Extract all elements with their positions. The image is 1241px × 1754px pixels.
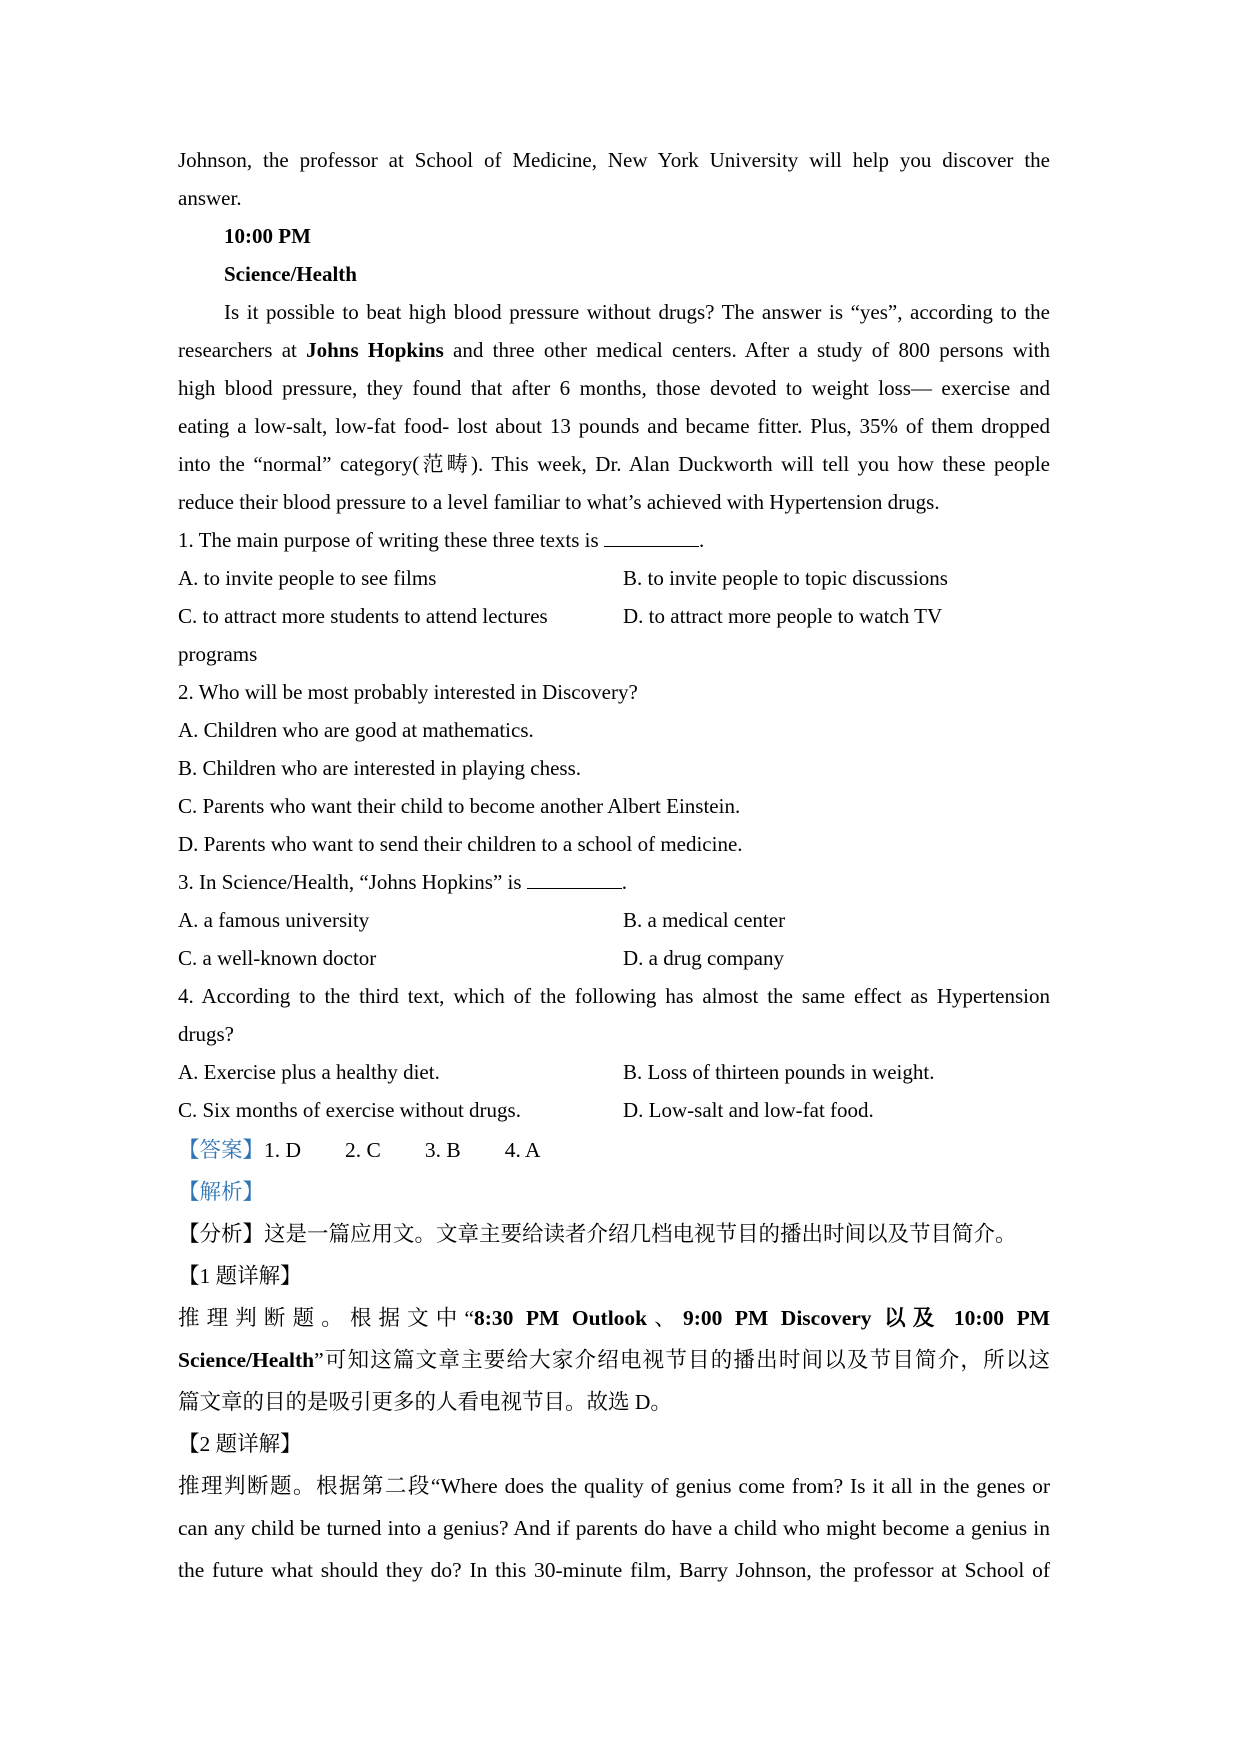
document-body (178, 141, 1050, 1591)
option-row (178, 939, 1050, 977)
section-heading (178, 1423, 1050, 1465)
text-segment: 9:00 PM Discovery (682, 1306, 885, 1330)
analysis-text (178, 1339, 1050, 1381)
option-left: A. Exercise plus a healthy diet. (178, 1060, 440, 1084)
text-segment: 3. In Science/Health, “Johns Hopkins” is (178, 870, 527, 894)
text-segment: 10:00 PM (224, 224, 311, 248)
text-line (178, 635, 1050, 673)
analysis-text (178, 1213, 1050, 1255)
option-right: D. Low-salt and low-fat food. (623, 1098, 874, 1122)
text-segment: Is it possible to beat high blood pressure without drugs? The answer is “yes”, according to the (224, 300, 1050, 324)
option-line (178, 825, 1050, 863)
text-segment: answer. (178, 186, 242, 210)
program-heading (178, 217, 1050, 255)
question-stem (178, 863, 1050, 901)
option-left: C. to attract more students to attend lectures (178, 604, 548, 628)
option-right: B. to invite people to topic discussions (623, 566, 948, 590)
program-heading (178, 255, 1050, 293)
text-segment: reduce their blood pressure to a level familiar to what’s achieved with Hypertension drugs. (178, 490, 940, 514)
section-heading (178, 1171, 1050, 1213)
text-segment: 推理判断题。根据第二段“Where does the quality of genius come from? Is it all in the genes or (178, 1474, 1050, 1498)
option-left: A. a famous university (178, 908, 370, 932)
text-segment: 篇文章的目的是吸引更多的人看电视节目。故选 D。 (178, 1390, 672, 1414)
option-line (178, 749, 1050, 787)
text-line (178, 179, 1050, 217)
text-segment: 【分析】这是一篇应用文。文章主要给读者介绍几档电视节目的播出时间以及节目简介。 (178, 1222, 1017, 1246)
text-segment: researchers at (178, 338, 307, 362)
text-segment: 8:30 PM Outlook (473, 1306, 648, 1330)
text-line (178, 1015, 1050, 1053)
text-line (178, 141, 1050, 179)
question-stem (178, 673, 1050, 711)
text-segment: Johns Hopkins (306, 338, 444, 362)
text-segment: 2. Who will be most probably interested in Discovery? (178, 680, 638, 704)
text-segment: 10:00 PM (941, 1306, 1050, 1330)
text-line (178, 293, 1050, 331)
option-right: B. Loss of thirteen pounds in weight. (623, 1060, 935, 1084)
text-segment: eating a low-salt, low-fat food- lost about 13 pounds and became fitter. Plus, 35% of them dropped (178, 414, 1050, 438)
text-segment: . (698, 528, 705, 552)
analysis-text (178, 1465, 1050, 1507)
text-segment: 以及 (884, 1306, 942, 1330)
answer-item: 3. B (424, 1138, 461, 1162)
section-heading (178, 1255, 1050, 1297)
text-segment: 【2 题详解】 (178, 1432, 302, 1456)
option-left: A. to invite people to see films (178, 566, 437, 590)
answer-item: 1. D (264, 1138, 302, 1162)
text-segment: Johnson, the professor at School of Medicine, New York University will help you discover the (178, 148, 1050, 172)
analysis-text (178, 1507, 1050, 1549)
text-line (178, 369, 1050, 407)
answer-blank (604, 542, 699, 547)
option-row (178, 559, 1050, 597)
option-right: B. a medical center (623, 908, 786, 932)
answer-key-line (178, 1129, 1050, 1171)
answer-item: 2. C (345, 1138, 381, 1162)
text-segment: drugs? (178, 1022, 234, 1046)
answer-item: 4. A (504, 1138, 541, 1162)
text-segment: Science/Health (178, 1348, 315, 1372)
text-segment: 1. The main purpose of writing these three texts is (178, 528, 604, 552)
text-line (178, 331, 1050, 369)
text-segment: A. Children who are good at mathematics. (178, 718, 534, 742)
text-line (178, 445, 1050, 483)
text-segment: into the “normal” category(范畴). This week, Dr. Alan Duckworth will tell you how these people (178, 452, 1050, 476)
answer-blank (527, 884, 622, 889)
text-line (178, 483, 1050, 521)
analysis-text (178, 1297, 1050, 1339)
question-stem (178, 521, 1050, 559)
option-row (178, 901, 1050, 939)
text-segment: ”可知这篇文章主要给大家介绍电视节目的播出时间以及节目简介，所以这 (314, 1348, 1050, 1372)
bracket-label: 【解析】 (178, 1180, 265, 1204)
text-segment: high blood pressure, they found that after 6 months, those devoted to weight loss— exercise and (178, 376, 1050, 400)
option-line (178, 787, 1050, 825)
text-segment: the future what should they do? In this 30-minute film, Barry Johnson, the professor at School of (178, 1558, 1050, 1582)
text-segment: . (621, 870, 628, 894)
option-left: C. Six months of exercise without drugs. (178, 1098, 521, 1122)
text-segment: D. Parents who want to send their children to a school of medicine. (178, 832, 743, 856)
text-segment: Science/Health (224, 262, 357, 286)
text-segment: 推理判断题。根据文中“ (178, 1306, 474, 1330)
option-right: D. a drug company (623, 946, 784, 970)
option-row (178, 597, 1050, 635)
text-segment: 【1 题详解】 (178, 1264, 302, 1288)
analysis-text (178, 1549, 1050, 1591)
option-left: C. a well-known doctor (178, 946, 377, 970)
text-segment: can any child be turned into a genius? And if parents do have a child who might become a genius in (178, 1516, 1050, 1540)
text-segment: C. Parents who want their child to become another Albert Einstein. (178, 794, 741, 818)
analysis-text (178, 1381, 1050, 1423)
option-right: D. to attract more people to watch TV (623, 604, 943, 628)
option-row (178, 1053, 1050, 1091)
option-line (178, 711, 1050, 749)
answer-key-label: 【答案】 (178, 1138, 265, 1162)
text-segment: B. Children who are interested in playing chess. (178, 756, 581, 780)
option-row (178, 1091, 1050, 1129)
text-segment: 、 (647, 1306, 683, 1330)
question-stem (178, 977, 1050, 1015)
text-line (178, 407, 1050, 445)
text-segment: programs (178, 642, 258, 666)
text-segment: 4. According to the third text, which of the following has almost the same effect as Hypertension (178, 984, 1050, 1008)
text-segment: and three other medical centers. After a study of 800 persons with (443, 338, 1050, 362)
